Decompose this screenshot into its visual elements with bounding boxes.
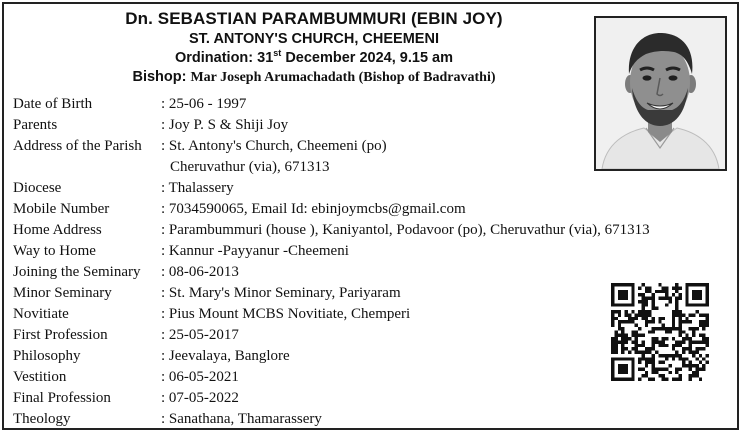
detail-value: Cheruvathur (via), 671313 bbox=[170, 159, 330, 175]
ordination-superscript: st bbox=[273, 48, 282, 58]
detail-label: Address of the Parish bbox=[13, 138, 142, 154]
detail-value: : Kannur -Payyanur -Cheemeni bbox=[161, 243, 349, 259]
detail-label: Minor Seminary bbox=[13, 285, 112, 301]
detail-row bbox=[13, 262, 728, 283]
church-name: ST. ANTONY'S CHURCH, CHEEMENI bbox=[189, 31, 439, 47]
detail-label: Parents bbox=[13, 117, 58, 133]
portrait-illustration bbox=[596, 18, 725, 169]
qr-code bbox=[611, 283, 709, 381]
detail-row bbox=[13, 220, 728, 241]
detail-row bbox=[13, 388, 728, 409]
detail-value: : Joy P. S & Shiji Joy bbox=[161, 117, 289, 133]
detail-label: Novitiate bbox=[13, 306, 69, 322]
detail-value: : 08-06-2013 bbox=[161, 264, 239, 280]
ordination-date: December 2024, 9.15 am bbox=[281, 50, 453, 66]
detail-label: Vestition bbox=[13, 369, 67, 385]
detail-value: : St. Mary's Minor Seminary, Pariyaram bbox=[161, 285, 401, 301]
detail-value: : St. Antony's Church, Cheemeni (po) bbox=[161, 138, 387, 154]
detail-label: Way to Home bbox=[13, 243, 96, 259]
ordination-line bbox=[4, 49, 624, 68]
detail-row bbox=[13, 178, 728, 199]
detail-value: : 06-05-2021 bbox=[161, 369, 239, 385]
detail-value: : Sanathana, Thamarassery bbox=[161, 411, 322, 427]
detail-value: : Thalassery bbox=[161, 180, 234, 196]
detail-label: Philosophy bbox=[13, 348, 81, 364]
detail-label: Date of Birth bbox=[13, 96, 93, 112]
detail-label: First Profession bbox=[13, 327, 108, 343]
detail-value: : 25-06 - 1997 bbox=[161, 96, 247, 112]
detail-value: : Parambummuri (house ), Kaniyantol, Podavoor (po), Cheruvathur (via), 671313 bbox=[161, 222, 650, 238]
candidate-name: Dn. SEBASTIAN PARAMBUMMURI (EBIN JOY) bbox=[125, 9, 503, 28]
portrait-photo bbox=[594, 16, 727, 171]
bishop-label: Bishop: bbox=[132, 69, 191, 85]
ordination-prefix: Ordination: 31 bbox=[174, 50, 274, 66]
detail-label: Diocese bbox=[13, 180, 62, 196]
bishop-name: Mar Joseph Arumachadath (Bishop of Badravathi) bbox=[190, 70, 496, 85]
detail-value: : 7034590065, Email Id: ebinjoymcbs@gmail.com bbox=[161, 201, 466, 217]
detail-label: Theology bbox=[13, 411, 71, 427]
detail-value: : Jeevalaya, Banglore bbox=[161, 348, 290, 364]
detail-value: : 25-05-2017 bbox=[161, 327, 239, 343]
detail-row bbox=[13, 409, 728, 430]
profile-card bbox=[2, 2, 739, 430]
detail-value: : 07-05-2022 bbox=[161, 390, 239, 406]
detail-row bbox=[13, 199, 728, 220]
detail-row bbox=[13, 241, 728, 262]
detail-label: Joining the Seminary bbox=[13, 264, 141, 280]
detail-label: Final Profession bbox=[13, 390, 111, 406]
detail-label: Mobile Number bbox=[13, 201, 110, 217]
detail-value: : Pius Mount MCBS Novitiate, Chemperi bbox=[161, 306, 411, 322]
card-header bbox=[4, 8, 624, 87]
detail-label: Home Address bbox=[13, 222, 102, 238]
bishop-line bbox=[4, 68, 624, 87]
